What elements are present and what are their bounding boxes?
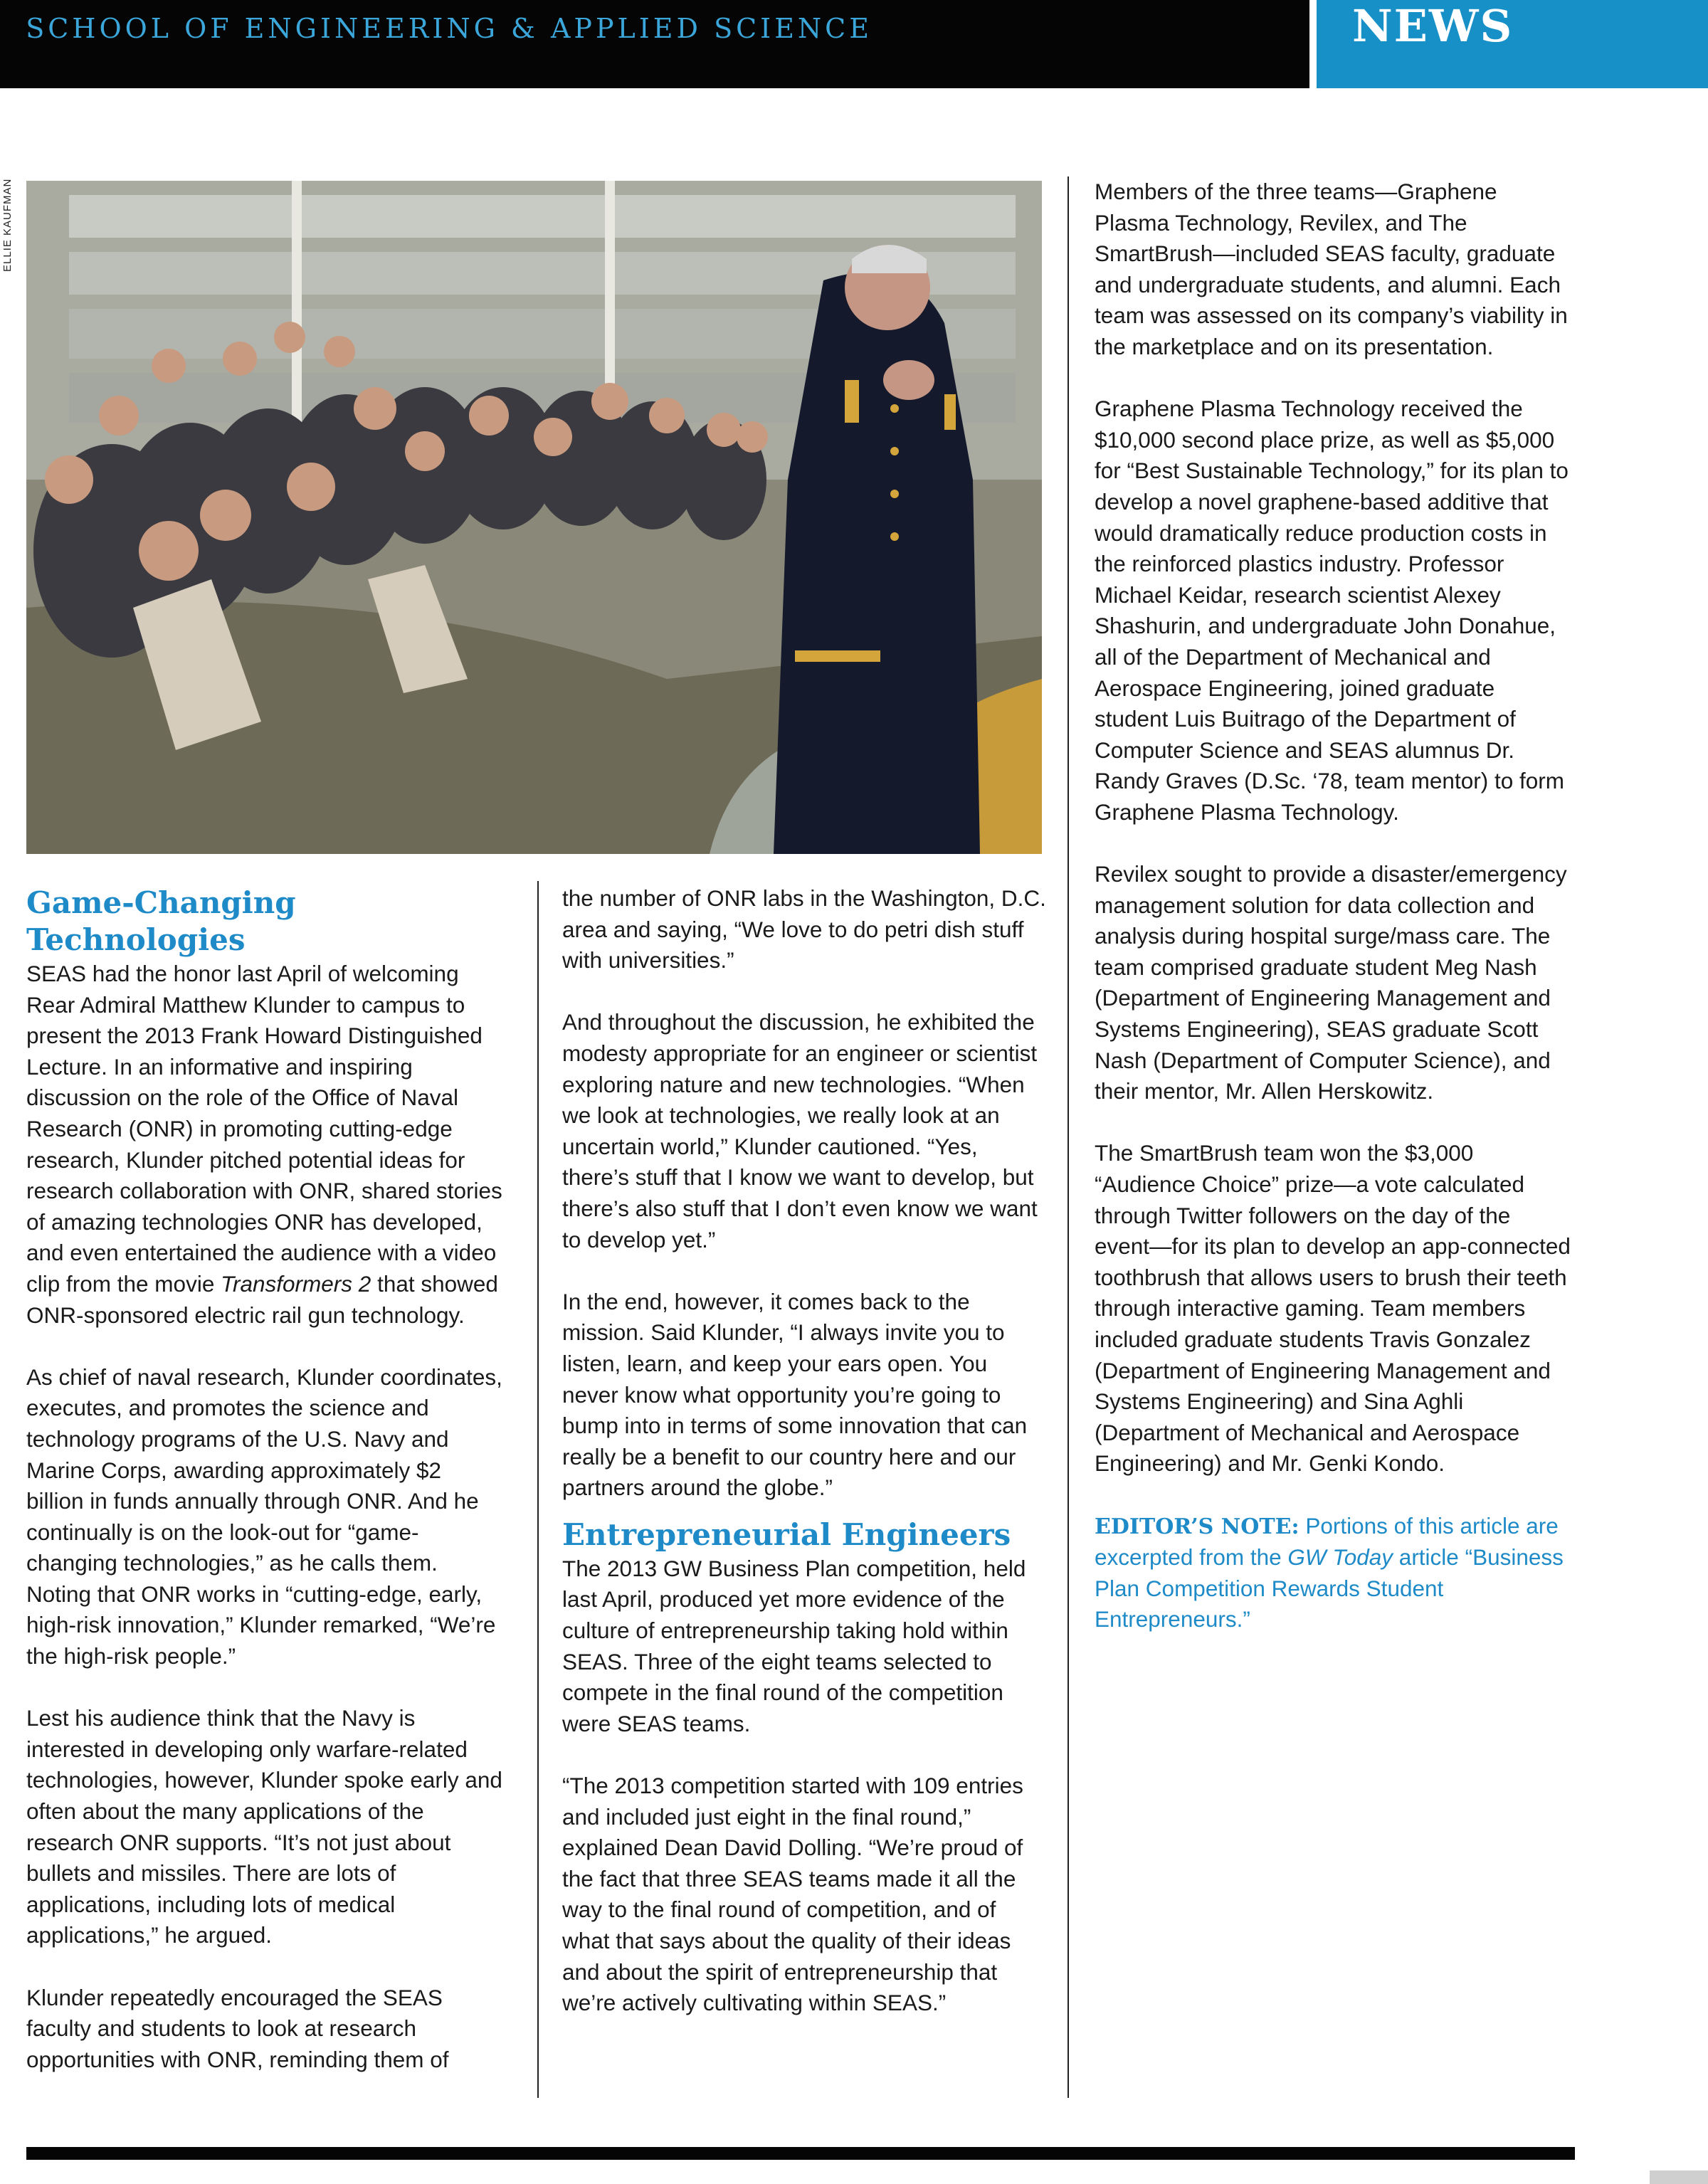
column-divider xyxy=(537,881,539,2098)
section-tab xyxy=(1317,0,1708,88)
paragraph: Graphene Plasma Technology received the $10,000 second place prize, as well as $5,000 for “Best Sustainable Technology,” for its plan to develop a novel graphene-based additive that would dramatically reduce production costs in the reinforced plastics industry. Professor Michael Keidar, research scientist Alexey Shashurin, and undergraduate John Donahue, all of the Department of Mechanical and Aerospace Engineering, joined graduate student Luis Buitrago of the Department of Computer Science and SEAS alumnus Dr. Randy Graves (D.Sc. ‘78, team mentor) to form Graphene Plasma Technology. xyxy=(1095,396,1569,825)
paragraph: And throughout the discussion, he exhibited the modesty appropriate for an engineer or scientist exploring nature and new technologies. “When we look at technologies, we really look at an uncertain world,” Klunder cautioned. “Yes, there’s stuff that I know we want to develop, but there’s also stuff that I don’t even know we want to develop yet.” xyxy=(562,1009,1038,1252)
article-column-3 xyxy=(1095,176,1571,1667)
paragraph: “The 2013 competition started with 109 entries and included just eight in the final round,” explained Dean David Dolling. “We’re proud of the fact that three SEAS teams made it all the way to the final round of competition, and of what that says about the quality of their ideas and about the spirit of entrepreneurship that we’re actively cultivating within SEAS.” xyxy=(562,1773,1023,2016)
lecture-photo xyxy=(26,181,1042,854)
article-column-1 xyxy=(26,885,503,2106)
article-column-2 xyxy=(562,883,1046,2050)
paragraph: As chief of naval research, Klunder coordinates, executes, and promotes the science and technology programs of the U.S. Navy and Marine Corps, awarding approximately $2 billion in funds annually through ONR. And he continually is on the look-out for “game-changing technologies,” as he calls them. Noting that ONR works in “cutting-edge, early, high-risk innovation,” Klunder remarked, “We’re the high-risk people.” xyxy=(26,1363,502,1669)
editors-note-text: article “Business Plan Competition Rewards Student Entrepreneurs.” xyxy=(1095,1544,1564,1632)
paragraph: In the end, however, it comes back to the mission. Said Klunder, “I always invite you to listen, learn, and keep your ears open. You never know what opportunity you’re going to bump into in terms of some innovation that can really be a benefit to our country here and our partners around the globe.” xyxy=(562,1288,1028,1501)
photo-credit: ELLIE KAUFMAN xyxy=(1,178,14,272)
paragraph xyxy=(26,959,503,1331)
paragraph-text: that showed ONR-sponsored electric rail gun technology. xyxy=(26,1270,498,1328)
section-label: NEWS xyxy=(1352,0,1514,52)
editors-note-label: EDITOR’S NOTE: xyxy=(1095,1514,1300,1539)
paragraph-text: SEAS had the honor last April of welcoming Rear Admiral Matthew Klunder to campus to present the 2013 Frank Howard Distinguished Lecture. In an informative and inspiring discussion on the role of the Office of Naval Research (ONR) in promoting cutting-edge research, Klunder pitched potential ideas for research collaboration with ONR, shared stories of amazing technologies ONR has developed, and even entertained the audience with a video clip from the movie xyxy=(26,961,502,1297)
movie-title: Transformers 2 xyxy=(221,1270,371,1297)
footer-bar xyxy=(26,2147,1575,2160)
article-heading: Entrepreneurial Engineers xyxy=(562,1516,1011,1552)
paragraph: Members of the three teams—Graphene Plasma Technology, Revilex, and The SmartBrush—included SEAS faculty, graduate and undergraduate students, and alumni. Each team was assessed on its company’s viability in the marketplace and on its presentation. xyxy=(1095,179,1568,359)
column-divider xyxy=(1068,176,1069,2098)
paragraph: Klunder repeatedly encouraged the SEAS faculty and students to look at research opportunities with ONR, reminding them of xyxy=(26,1984,449,2072)
editors-note-text: Portions of this article are excerpted from the xyxy=(1095,1512,1559,1571)
editors-note xyxy=(1095,1511,1571,1635)
paragraph: The SmartBrush team won the $3,000 “Audience Choice” prize—a vote calculated through Twitter followers on the day of the event—for its plan to develop an app-connected toothbrush that allows users to brush their teeth through interactive gaming. Team members included graduate students Travis Gonzalez (Department of Engineering Management and Systems Engineering) and Sina Aghli (Department of Mechanical and Aerospace Engineering) and Mr. Genki Kondo. xyxy=(1095,1140,1571,1477)
header-bar xyxy=(0,0,1309,88)
paragraph: The 2013 GW Business Plan competition, held last April, produced yet more evidence of the culture of entrepreneurship taking hold within SEAS. Three of the eight teams selected to compete in the final round of the competition were SEAS teams. xyxy=(562,1555,1026,1736)
paragraph: Revilex sought to provide a disaster/emergency management solution for data collection and analysis during hospital surge/mass care. The team comprised graduate student Meg Nash (Department of Engineering Management and Systems Engineering), SEAS graduate Scott Nash (Department of Computer Science), and their mentor, Mr. Allen Herskowitz. xyxy=(1095,861,1567,1104)
article-heading: Game-Changing Technologies xyxy=(26,885,296,957)
page-marker xyxy=(1650,2170,1708,2184)
paragraph: the number of ONR labs in the Washington, D.C. area and saying, “We love to do petri dish stuff with universities.” xyxy=(562,885,1046,974)
paragraph: Lest his audience think that the Navy is interested in developing only warfare-related technologies, however, Klunder spoke early and often about the many applications of the research ONR supports. “It’s not just about bullets and missiles. There are lots of applications, including lots of medical applications,” he argued. xyxy=(26,1705,502,1948)
school-name: SCHOOL OF ENGINEERING & APPLIED SCIENCE xyxy=(26,13,873,44)
publication-name: GW Today xyxy=(1287,1544,1393,1571)
